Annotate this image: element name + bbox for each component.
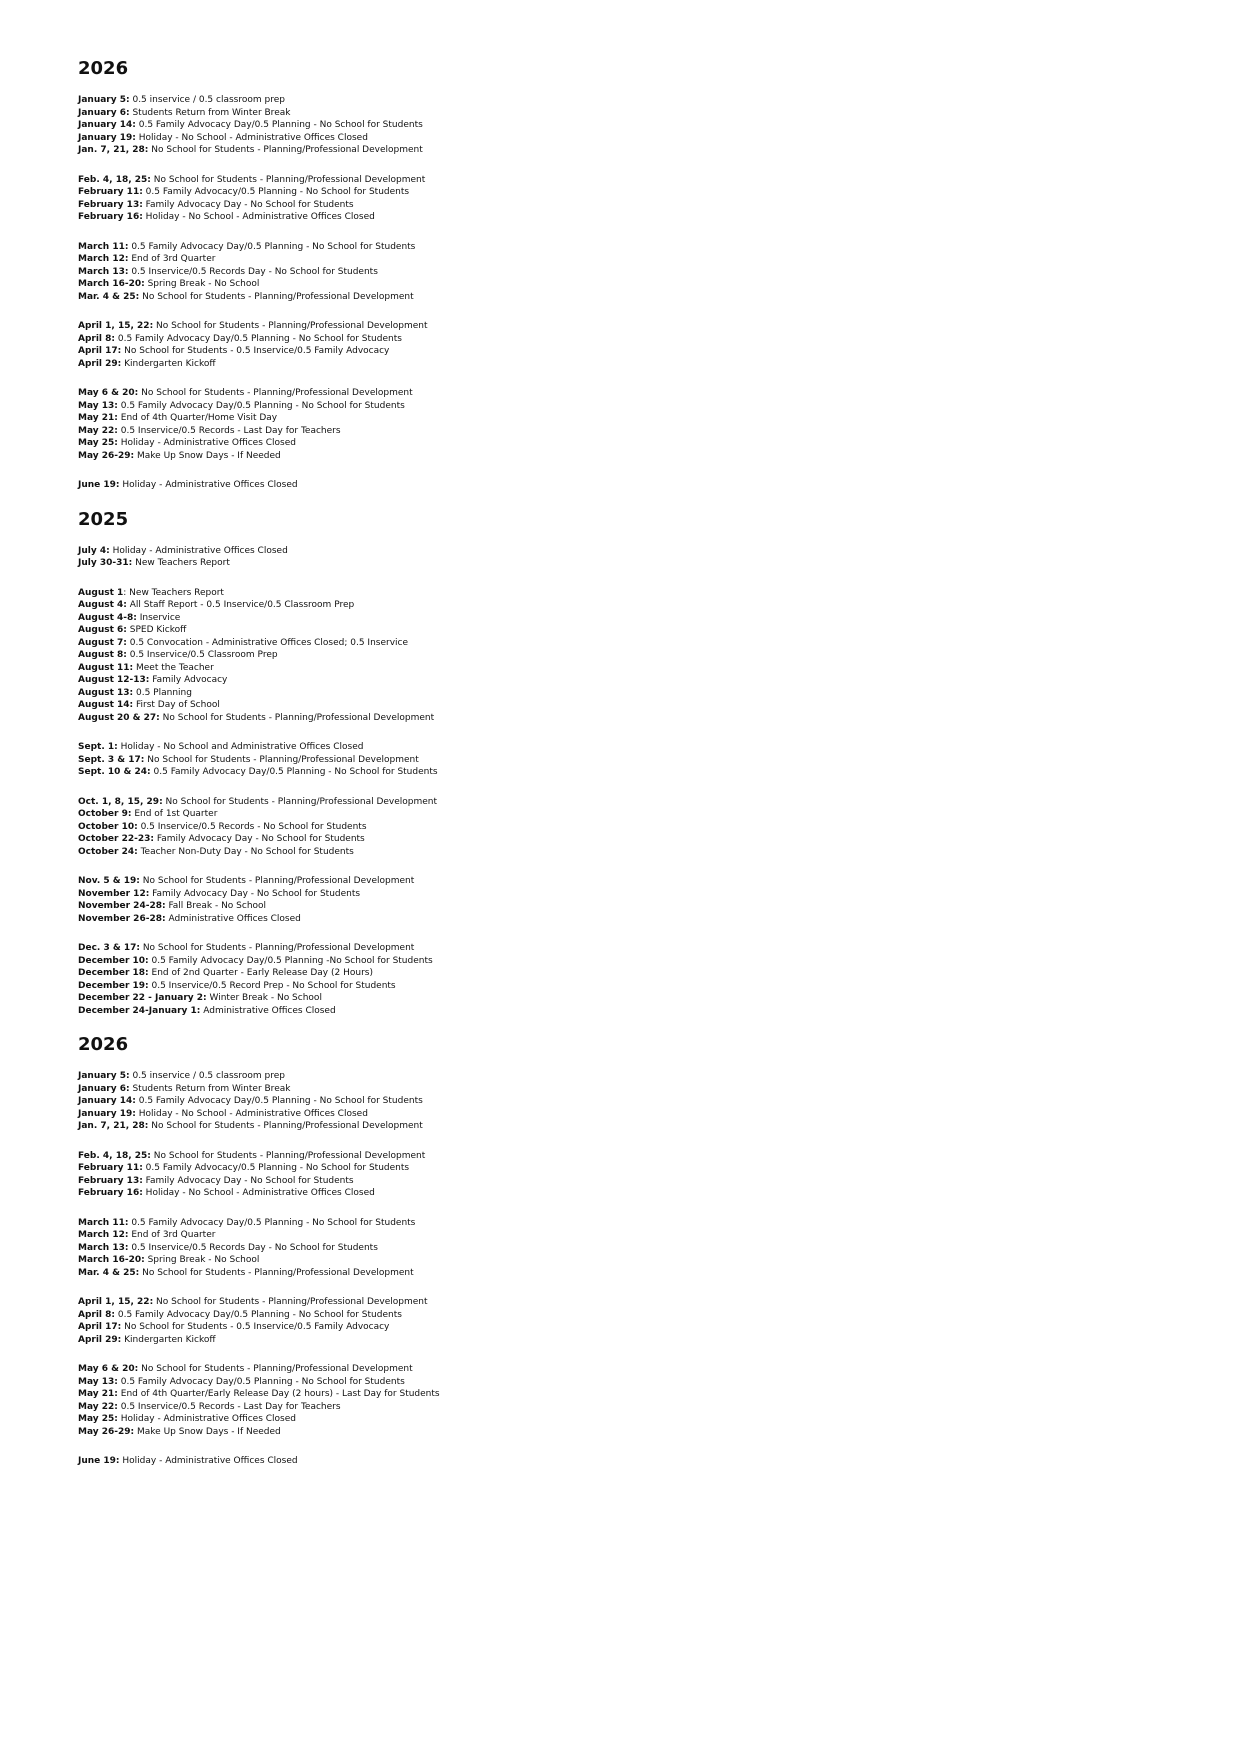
entry-date: May 22: xyxy=(78,425,118,436)
calendar-entry xyxy=(78,1267,778,1280)
entry-date: October 24: xyxy=(78,846,138,857)
calendar-entry xyxy=(78,875,778,888)
entry-description: 0.5 Family Advocacy Day/0.5 Planning - No School for Students xyxy=(115,1309,402,1320)
month-group xyxy=(78,1217,778,1280)
month-group xyxy=(78,1150,778,1200)
calendar-entry xyxy=(78,766,778,779)
month-group xyxy=(78,1296,778,1346)
entry-date: May 21: xyxy=(78,1389,118,1399)
entry-description: No School for Students - Planning/Professional Development xyxy=(150,1150,426,1161)
entry-description: 0.5 Convocation - Administrative Offices Closed; 0.5 Inservice xyxy=(126,637,409,648)
entry-date: Sept. 1: xyxy=(78,742,118,752)
entry-description: No School for Students - Planning/Professional Development xyxy=(138,1364,413,1374)
entry-date: August 7: xyxy=(78,637,127,648)
calendar-entry xyxy=(78,1388,778,1401)
calendar-entry xyxy=(78,674,778,687)
calendar-entry xyxy=(78,1070,778,1083)
calendar-entry xyxy=(78,1120,778,1133)
month-group xyxy=(78,796,778,859)
calendar-entry xyxy=(78,479,778,492)
calendar-entry xyxy=(78,754,778,767)
entry-description: Kindergarten Kickoff xyxy=(121,1334,216,1345)
entry-description: Spring Break - No School xyxy=(144,279,260,289)
calendar-entry xyxy=(78,955,778,968)
entry-description: 0.5 Family Advocacy Day/0.5 Planning - No School for Students xyxy=(128,241,416,252)
entry-description: Teacher Non-Duty Day - No School for Students xyxy=(137,846,354,857)
entry-description: 0.5 Family Advocacy Day/0.5 Planning -No School for Students xyxy=(148,955,433,966)
entry-date: February 11: xyxy=(78,187,143,197)
entry-date: January 14: xyxy=(78,120,136,130)
entry-description: 0.5 inservice / 0.5 classroom prep xyxy=(129,1071,285,1081)
entry-description: SPED Kickoff xyxy=(126,625,187,635)
entry-date: November 24-28: xyxy=(78,901,166,911)
entry-description: Fall Break - No School xyxy=(165,901,267,911)
calendar-entry xyxy=(78,612,778,625)
entry-date: February 13: xyxy=(78,1175,143,1186)
entry-description: Kindergarten Kickoff xyxy=(121,358,216,369)
entry-description: Students Return from Winter Break xyxy=(129,107,291,118)
entry-description: 0.5 Inservice/0.5 Records Day - No School for Students xyxy=(128,1242,378,1253)
calendar-entry xyxy=(78,425,778,438)
calendar-entry xyxy=(78,833,778,846)
calendar-entry xyxy=(78,266,778,279)
entry-description: 0.5 Family Advocacy/0.5 Planning - No School for Students xyxy=(142,187,410,197)
entry-description: No School for Students - Planning/Professional Development xyxy=(139,876,415,886)
entry-date: May 25: xyxy=(78,1414,118,1424)
calendar-entry xyxy=(78,888,778,901)
entry-description: No School for Students - Planning/Professional Development xyxy=(144,754,419,765)
entry-date: Sept. 3 & 17: xyxy=(78,754,145,765)
calendar-document xyxy=(78,58,778,1485)
entry-date: August 6: xyxy=(78,625,127,635)
entry-date: February 11: xyxy=(78,1163,143,1173)
entry-description: 0.5 Family Advocacy/0.5 Planning - No School for Students xyxy=(142,1163,410,1173)
entry-date: May 13: xyxy=(78,400,118,411)
entry-date: March 12: xyxy=(78,1230,129,1240)
calendar-entry xyxy=(78,412,778,425)
entry-description: Spring Break - No School xyxy=(144,1255,260,1265)
entry-description: No School for Students - 0.5 Inservice/0.5 Family Advocacy xyxy=(121,1322,390,1332)
calendar-entry xyxy=(78,712,778,725)
calendar-entry xyxy=(78,808,778,821)
entry-date: December 24-January 1: xyxy=(78,1005,201,1016)
entry-description: 0.5 Family Advocacy Day/0.5 Planning - No School for Students xyxy=(117,1376,405,1387)
entry-description: Holiday - No School - Administrative Offices Closed xyxy=(135,1108,368,1119)
entry-date: May 6 & 20: xyxy=(78,1364,139,1374)
entry-description: No School for Students - Planning/Professional Development xyxy=(159,712,435,723)
entry-date: May 25: xyxy=(78,438,118,448)
calendar-entry xyxy=(78,699,778,712)
entry-description: Holiday - No School and Administrative Offices Closed xyxy=(117,742,364,752)
entry-description: 0.5 Inservice/0.5 Classroom Prep xyxy=(126,650,278,660)
calendar-entry xyxy=(78,387,778,400)
entry-date: May 26-29: xyxy=(78,450,135,461)
calendar-entry xyxy=(78,967,778,980)
entry-date: April 29: xyxy=(78,358,122,369)
entry-date: January 5: xyxy=(78,1071,130,1081)
entry-date: Jan. 7, 21, 28: xyxy=(78,145,149,155)
entry-date: Mar. 4 & 25: xyxy=(78,1267,140,1278)
calendar-entry xyxy=(78,1150,778,1163)
calendar-entry xyxy=(78,599,778,612)
entry-description: Family Advocacy Day - No School for Students xyxy=(142,199,354,210)
entry-date: August 4: xyxy=(78,600,127,610)
entry-date: February 13: xyxy=(78,199,143,210)
calendar-entry xyxy=(78,1334,778,1347)
entry-date: April 1, 15, 22: xyxy=(78,1297,154,1307)
entry-date: Feb. 4, 18, 25: xyxy=(78,174,151,185)
entry-date: July 30-31: xyxy=(78,558,133,568)
year-section xyxy=(78,58,778,492)
calendar-entry xyxy=(78,144,778,157)
entry-description: No School for Students - Planning/Professional Development xyxy=(153,321,428,331)
calendar-entry xyxy=(78,1363,778,1376)
entry-date: July 4: xyxy=(78,545,110,556)
entry-description: Winter Break - No School xyxy=(206,993,322,1003)
entry-description: Family Advocacy xyxy=(149,675,228,685)
entry-description: 0.5 Family Advocacy Day/0.5 Planning - No School for Students xyxy=(135,1096,423,1106)
year-section xyxy=(78,1034,778,1468)
month-group xyxy=(78,545,778,570)
entry-date: November 26-28: xyxy=(78,913,166,924)
calendar-entry xyxy=(78,358,778,371)
entry-date: Oct. 1, 8, 15, 29: xyxy=(78,796,163,807)
entry-date: November 12: xyxy=(78,888,150,899)
entry-description: No School for Students - Planning/Professional Development xyxy=(139,1267,414,1278)
entry-date: February 16: xyxy=(78,212,143,222)
entry-description: Inservice xyxy=(136,612,181,623)
entry-description: No School for Students - Planning/Professional Development xyxy=(139,943,415,953)
entry-date: March 16-20: xyxy=(78,279,145,289)
calendar-entry xyxy=(78,345,778,358)
entry-description: Family Advocacy Day - No School for Students xyxy=(142,1175,354,1186)
calendar-entry xyxy=(78,132,778,145)
entry-description: 0.5 Family Advocacy Day/0.5 Planning - No School for Students xyxy=(128,1217,416,1228)
calendar-entry xyxy=(78,557,778,570)
calendar-entry xyxy=(78,119,778,132)
entry-description: End of 1st Quarter xyxy=(131,809,218,819)
entry-date: May 22: xyxy=(78,1401,118,1412)
year-section xyxy=(78,509,778,1018)
month-group xyxy=(78,94,778,157)
entry-date: Mar. 4 & 25: xyxy=(78,291,140,302)
entry-description: 0.5 Inservice/0.5 Record Prep - No School for Students xyxy=(148,980,396,991)
calendar-entry xyxy=(78,992,778,1005)
entry-description: End of 4th Quarter/Early Release Day (2 hours) - Last Day for Students xyxy=(117,1389,440,1399)
entry-date: January 6: xyxy=(78,1083,130,1094)
entry-description: No School for Students - Planning/Professional Development xyxy=(138,388,413,398)
calendar-entry xyxy=(78,333,778,346)
calendar-entry xyxy=(78,1175,778,1188)
entry-description: Holiday - Administrative Offices Closed xyxy=(119,480,298,490)
entry-description: 0.5 Family Advocacy Day/0.5 Planning - No School for Students xyxy=(115,333,402,344)
month-group xyxy=(78,587,778,725)
entry-description: Holiday - Administrative Offices Closed xyxy=(119,1456,298,1466)
entry-description: No School for Students - Planning/Professional Development xyxy=(162,796,438,807)
entry-date: March 13: xyxy=(78,266,129,277)
entry-description: Family Advocacy Day - No School for Students xyxy=(149,888,361,899)
entry-date: June 19: xyxy=(78,480,120,490)
year-heading: 2025 xyxy=(78,508,129,530)
month-group xyxy=(78,875,778,925)
entry-date: June 19: xyxy=(78,1456,120,1466)
entry-description: End of 2nd Quarter - Early Release Day (2 Hours) xyxy=(148,968,373,978)
entry-description: 0.5 Inservice/0.5 Records Day - No School for Students xyxy=(128,266,378,277)
entry-date: April 29: xyxy=(78,1334,122,1345)
entry-description: Holiday - Administrative Offices Closed xyxy=(117,438,296,448)
entry-description: No School for Students - Planning/Professional Development xyxy=(148,1121,423,1131)
month-group xyxy=(78,741,778,779)
entry-date: October 22-23: xyxy=(78,834,154,844)
entry-date: Sept. 10 & 24: xyxy=(78,767,151,777)
calendar-entry xyxy=(78,107,778,120)
entry-date: January 14: xyxy=(78,1096,136,1106)
entry-description: All Staff Report - 0.5 Inservice/0.5 Classroom Prep xyxy=(126,600,355,610)
calendar-entry xyxy=(78,821,778,834)
entry-date: March 13: xyxy=(78,1242,129,1253)
calendar-entry xyxy=(78,637,778,650)
month-group xyxy=(78,1363,778,1438)
entry-description: 0.5 inservice / 0.5 classroom prep xyxy=(129,95,285,105)
entry-description: : New Teachers Report xyxy=(123,587,224,598)
entry-date: August 8: xyxy=(78,650,127,660)
calendar-entry xyxy=(78,1413,778,1426)
calendar-entry xyxy=(78,1426,778,1439)
calendar-entry xyxy=(78,320,778,333)
entry-description: Holiday - No School - Administrative Offices Closed xyxy=(142,1188,375,1198)
entry-description: No School for Students - Planning/Professional Development xyxy=(148,145,423,155)
month-group xyxy=(78,942,778,1017)
calendar-entry xyxy=(78,1005,778,1018)
entry-date: Nov. 5 & 19: xyxy=(78,876,140,886)
calendar-entry xyxy=(78,662,778,675)
entry-date: April 8: xyxy=(78,333,116,344)
entry-description: Administrative Offices Closed xyxy=(200,1005,336,1016)
entry-date: Feb. 4, 18, 25: xyxy=(78,1150,151,1161)
calendar-entry xyxy=(78,400,778,413)
entry-date: August 4-8: xyxy=(78,612,137,623)
entry-description: 0.5 Family Advocacy Day/0.5 Planning - No School for Students xyxy=(150,767,438,777)
entry-description: Holiday - Administrative Offices Closed xyxy=(109,545,288,556)
entry-description: End of 4th Quarter/Home Visit Day xyxy=(117,413,278,423)
calendar-entry xyxy=(78,1187,778,1200)
entry-date: May 26-29: xyxy=(78,1426,135,1437)
month-group xyxy=(78,241,778,304)
calendar-entry xyxy=(78,942,778,955)
entry-date: April 17: xyxy=(78,1322,122,1332)
entry-description: End of 3rd Quarter xyxy=(128,1230,216,1240)
entry-description: No School for Students - Planning/Professional Development xyxy=(153,1297,428,1307)
calendar-entry xyxy=(78,1229,778,1242)
calendar-entry xyxy=(78,1217,778,1230)
calendar-entry xyxy=(78,1309,778,1322)
entry-description: Holiday - Administrative Offices Closed xyxy=(117,1414,296,1424)
entry-date: August 12-13: xyxy=(78,675,150,685)
entry-date: May 21: xyxy=(78,413,118,423)
calendar-entry xyxy=(78,741,778,754)
entry-date: October 9: xyxy=(78,809,132,819)
calendar-entry xyxy=(78,545,778,558)
entry-date: May 13: xyxy=(78,1376,118,1387)
calendar-entry xyxy=(78,291,778,304)
calendar-entry xyxy=(78,1376,778,1389)
month-group xyxy=(78,1070,778,1133)
entry-description: 0.5 Inservice/0.5 Records - Last Day for Teachers xyxy=(117,1401,341,1412)
entry-date: April 1, 15, 22: xyxy=(78,321,154,331)
calendar-entry xyxy=(78,1321,778,1334)
entry-description: 0.5 Family Advocacy Day/0.5 Planning - No School for Students xyxy=(135,120,423,130)
calendar-entry xyxy=(78,186,778,199)
calendar-entry xyxy=(78,900,778,913)
calendar-entry xyxy=(78,1162,778,1175)
entry-date: January 6: xyxy=(78,107,130,118)
entry-description: 0.5 Inservice/0.5 Records - No School for Students xyxy=(137,821,367,832)
entry-date: Jan. 7, 21, 28: xyxy=(78,1121,149,1131)
entry-description: No School for Students - 0.5 Inservice/0.5 Family Advocacy xyxy=(121,346,390,356)
entry-description: 0.5 Inservice/0.5 Records - Last Day for Teachers xyxy=(117,425,341,436)
calendar-entry xyxy=(78,1083,778,1096)
calendar-entry xyxy=(78,94,778,107)
entry-date: December 22 - January 2: xyxy=(78,993,207,1003)
entry-date: February 16: xyxy=(78,1188,143,1198)
entry-date: April 8: xyxy=(78,1309,116,1320)
calendar-entry xyxy=(78,913,778,926)
entry-date: March 12: xyxy=(78,254,129,264)
calendar-entry xyxy=(78,1296,778,1309)
entry-date: April 17: xyxy=(78,346,122,356)
entry-date: December 10: xyxy=(78,955,149,966)
calendar-entry xyxy=(78,796,778,809)
entry-description: Holiday - No School - Administrative Offices Closed xyxy=(142,212,375,222)
entry-description: First Day of School xyxy=(133,700,220,710)
calendar-entry xyxy=(78,437,778,450)
calendar-entry xyxy=(78,174,778,187)
entry-description: No School for Students - Planning/Professional Development xyxy=(139,291,414,302)
calendar-entry xyxy=(78,846,778,859)
entry-date: August 13: xyxy=(78,687,134,698)
entry-date: August 11: xyxy=(78,662,134,673)
entry-date: March 11: xyxy=(78,1217,129,1228)
entry-description: Meet the Teacher xyxy=(133,662,214,673)
month-group xyxy=(78,320,778,370)
entry-date: Dec. 3 & 17: xyxy=(78,943,140,953)
year-heading: 2026 xyxy=(78,58,129,79)
entry-description: 0.5 Family Advocacy Day/0.5 Planning - No School for Students xyxy=(117,400,405,411)
entry-description: Holiday - No School - Administrative Offices Closed xyxy=(135,132,368,143)
entry-description: Family Advocacy Day - No School for Students xyxy=(153,834,365,844)
calendar-entry xyxy=(78,241,778,254)
calendar-entry xyxy=(78,450,778,463)
entry-date: October 10: xyxy=(78,821,138,832)
month-group xyxy=(78,387,778,462)
calendar-entry xyxy=(78,649,778,662)
entry-description: Make Up Snow Days - If Needed xyxy=(134,450,281,461)
calendar-entry xyxy=(78,253,778,266)
entry-description: No School for Students - Planning/Professional Development xyxy=(150,174,426,185)
calendar-entry xyxy=(78,1108,778,1121)
calendar-entry xyxy=(78,1095,778,1108)
calendar-entry xyxy=(78,980,778,993)
calendar-entry xyxy=(78,199,778,212)
calendar-entry xyxy=(78,624,778,637)
entry-date: January 19: xyxy=(78,1108,136,1119)
year-heading: 2026 xyxy=(78,1034,129,1055)
calendar-entry xyxy=(78,211,778,224)
calendar-entry xyxy=(78,1455,778,1468)
month-group xyxy=(78,1455,778,1468)
calendar-entry xyxy=(78,1401,778,1414)
entry-date: August 20 & 27: xyxy=(78,712,160,723)
entry-date: August 1 xyxy=(78,587,124,598)
calendar-entry xyxy=(78,1254,778,1267)
entry-date: December 18: xyxy=(78,968,149,978)
calendar-entry xyxy=(78,1242,778,1255)
entry-date: May 6 & 20: xyxy=(78,388,139,398)
calendar-entry xyxy=(78,278,778,291)
entry-date: January 5: xyxy=(78,95,130,105)
entry-description: New Teachers Report xyxy=(132,558,230,568)
entry-description: Make Up Snow Days - If Needed xyxy=(134,1426,281,1437)
month-group xyxy=(78,174,778,224)
entry-date: March 16-20: xyxy=(78,1255,145,1265)
entry-description: 0.5 Planning xyxy=(133,687,192,698)
entry-description: Students Return from Winter Break xyxy=(129,1083,291,1094)
entry-date: August 14: xyxy=(78,700,134,710)
entry-description: End of 3rd Quarter xyxy=(128,254,216,264)
calendar-entry xyxy=(78,687,778,700)
entry-description: Administrative Offices Closed xyxy=(165,913,301,924)
entry-date: December 19: xyxy=(78,980,149,991)
calendar-entry xyxy=(78,587,778,600)
entry-date: January 19: xyxy=(78,132,136,143)
entry-date: March 11: xyxy=(78,241,129,252)
month-group xyxy=(78,479,778,492)
